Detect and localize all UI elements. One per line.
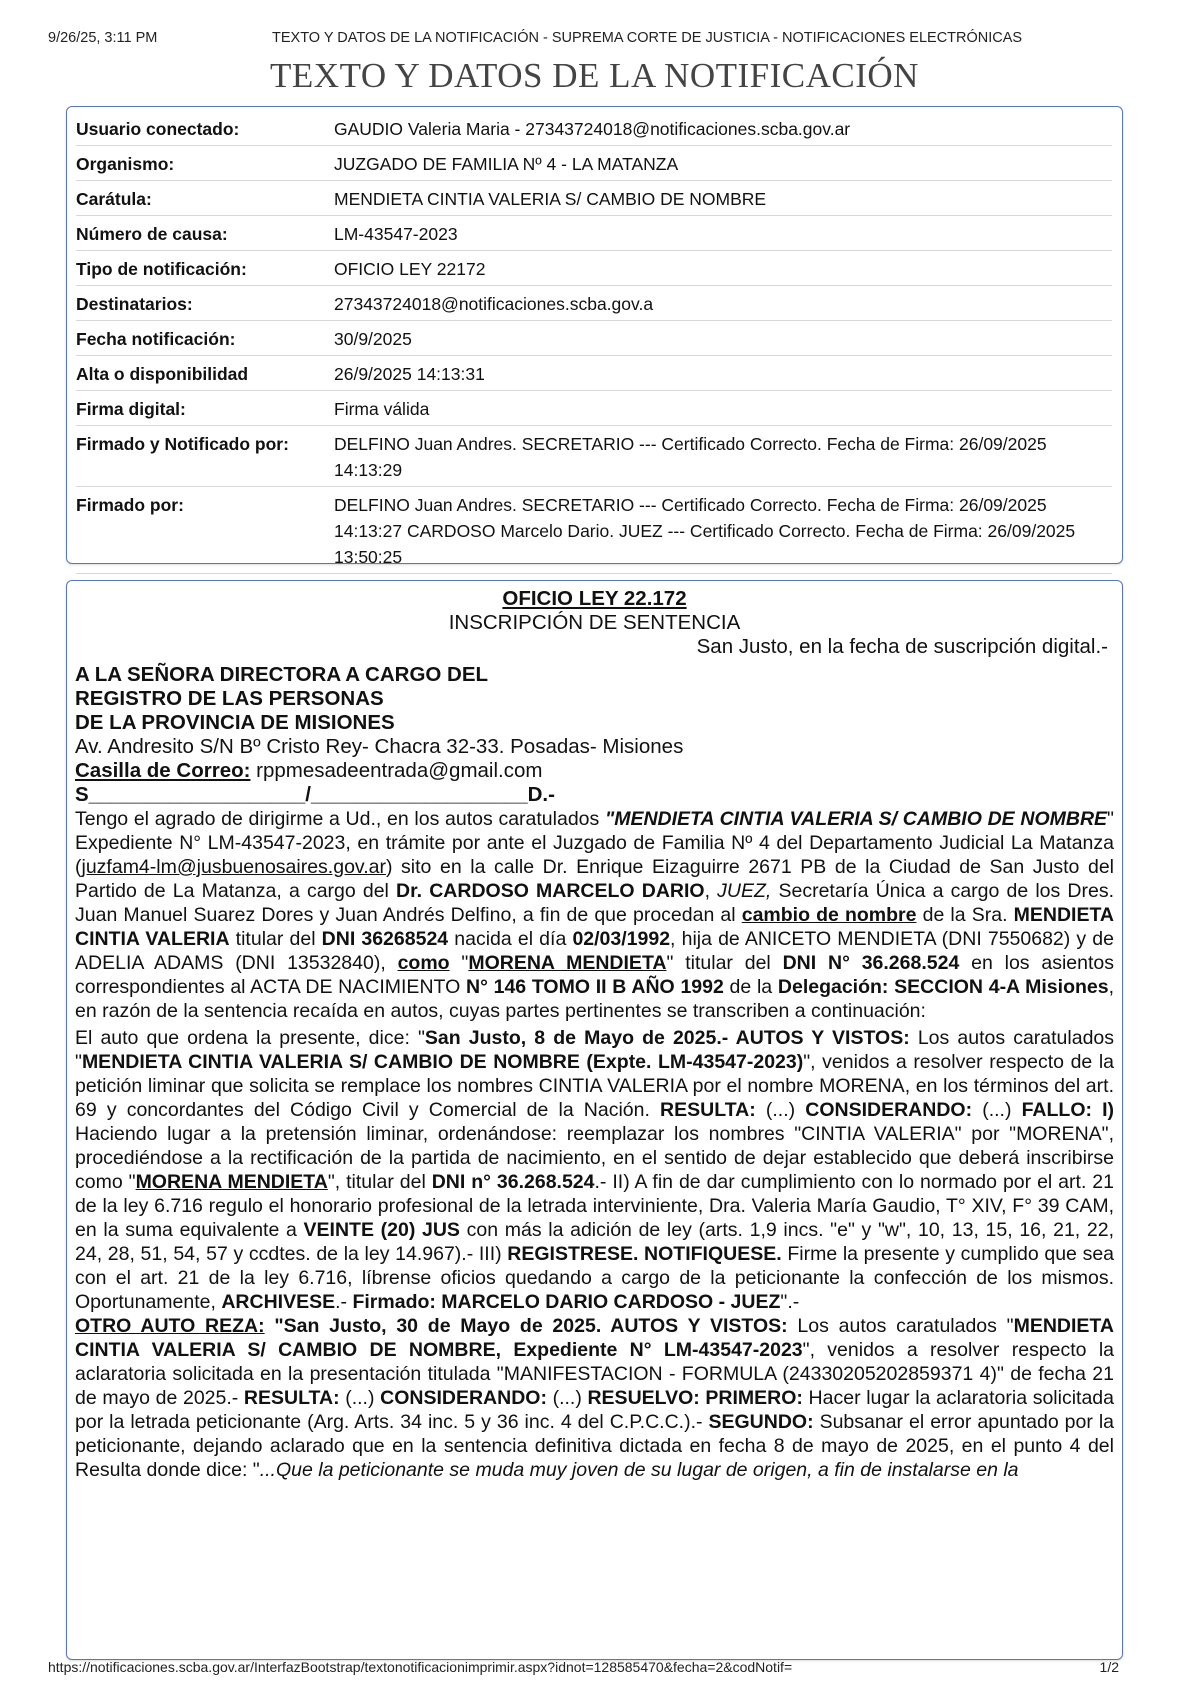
meta-label: Alta o disponibilidad [76, 356, 334, 391]
meta-row [76, 426, 1112, 487]
paragraph-first-ruling: El auto que ordena la presente, dice: "San Justo, 8 de Mayo de 2025.- AUTOS Y VISTOS: Los autos caratulados "MENDIETA CINTIA VALERIA S/ CAMBIO DE NOMBRE (Expte. LM-43547-2023)", venidos a resolver respecto de la petición liminar que solicita se remplace los nombres CINTIA VALERIA por el nombre MORENA, en los términos del art. 69 y concordantes del Código Civil y Comercial de la Nación. RESULTA: (...) CONSIDERANDO: (...) FALLO: I) Haciendo lugar a la pretensión liminar, ordenándose: reemplazar los nombres "CINTIA VALERIA" por "MORENA", procediéndose a la rectificación de la partida de nacimiento, en el sentido de dejar establecido que deberá inscribirse como "MORENA MENDIETA", titular del DNI n° 36.268.524.- II) A fin de dar cumplimiento con lo normado por el art. 21 de la ley 6.716 regulo el honorario profesional de la letrada interviniente, Dra. Valeria María Gaudio, T° XIV, F° 39 CAM, en la suma equivalente a VEINTE (20) JUS con más la adición de ley (arts. 1,9 incs. "e" y "w", 10, 13, 15, 16, 21, 22, 24, 28, 51, 54, 57 y ccdtes. de la ley 14.967).- III) REGISTRESE. NOTIFIQUESE. Firme la presente y cumplido que sea con el art. 21 de la ley 6.716, líbrense oficios quedando a cargo de la peticionante la confección de los mismos. Oportunamente, ARCHIVESE.- Firmado: MARCELO DARIO CARDOSO - JUEZ".- [75, 1027, 1115, 1313]
meta-value: Firma válida [334, 391, 1112, 426]
addressee-line-2: REGISTRO DE LAS PERSONAS [75, 687, 384, 710]
meta-value: 26/9/2025 14:13:31 [334, 356, 1112, 391]
meta-value: DELFINO Juan Andres. SECRETARIO --- Certificado Correcto. Fecha de Firma: 26/09/2025 14:13:27 CARDOSO Marcelo Dario. JUEZ --- Certificado Correcto. Fecha de Firma: 26/09/2025 13:50:25 [334, 487, 1112, 574]
page-title: TEXTO Y DATOS DE LA NOTIFICACIÓN [270, 56, 919, 95]
sd-line: S___________________/___________________D.- [75, 783, 555, 806]
addressee-line-1: A LA SEÑORA DIRECTORA A CARGO DEL [75, 663, 489, 686]
meta-row [76, 216, 1112, 251]
meta-row [76, 321, 1112, 356]
meta-label: Firma digital: [76, 391, 334, 426]
meta-label: Carátula: [76, 181, 334, 216]
meta-label: Número de causa: [76, 216, 334, 251]
notification-text-panel [66, 580, 1123, 1660]
meta-label: Firmado y Notificado por: [76, 426, 334, 487]
meta-label: Organismo: [76, 146, 334, 181]
mailbox-line [75, 759, 1114, 783]
addressee-line-3: DE LA PROVINCIA DE MISIONES [75, 711, 395, 734]
oficio-heading: OFICIO LEY 22.172 [502, 587, 687, 610]
meta-label: Usuario conectado: [76, 111, 334, 146]
court-email-link[interactable]: juzfam4-lm@jusbuenosaires.gov.ar [81, 856, 386, 878]
meta-label: Fecha notificación: [76, 321, 334, 356]
paragraph-second-ruling: OTRO AUTO REZA: "San Justo, 30 de Mayo de 2025. AUTOS Y VISTOS: Los autos caratulados "MENDIETA CINTIA VALERIA S/ CAMBIO DE NOMBRE, Expediente N° LM-43547-2023", venidos a resolver respecto la aclaratoria solicitada en la presentación titulada "MANIFESTACION - FORMULA (24330205202859371 4)" de fecha 21 de mayo de 2025.- RESULTA: (...) CONSIDERANDO: (...) RESUELVO: PRIMERO: Hacer lugar la aclaratoria solicitada por la letrada peticionante (Arg. Arts. 34 inc. 5 y 36 inc. 4 del C.P.C.C.).- SEGUNDO: Subsanar el error apuntado por la peticionante, dejando aclarado que en la sentencia definitiva dictada en fecha 8 de mayo de 2025, en el punto 4 del Resulta donde dice: "...Que la peticionante se muda muy joven de su lugar de origen, a fin de instalarse en la [75, 1315, 1115, 1481]
addressee-address: Av. Andresito S/N Bº Cristo Rey- Chacra 32-33. Posadas- Misiones [75, 735, 684, 758]
oficio-subheading: INSCRIPCIÓN DE SENTENCIA [448, 611, 741, 634]
page-number: 1/2 [1099, 1659, 1119, 1675]
notification-data-table [76, 111, 1112, 574]
oficio-place-date: San Justo, en la fecha de suscripción digital.- [696, 635, 1108, 658]
meta-value: JUZGADO DE FAMILIA Nº 4 - LA MATANZA [334, 146, 1112, 181]
mailbox-label: Casilla de Correo: [75, 759, 251, 782]
meta-row [76, 356, 1112, 391]
notification-data-panel [66, 106, 1123, 567]
meta-value: MENDIETA CINTIA VALERIA S/ CAMBIO DE NOMBRE [334, 181, 1112, 216]
meta-value: LM-43547-2023 [334, 216, 1112, 251]
meta-row [76, 146, 1112, 181]
meta-value: OFICIO LEY 22172 [334, 251, 1112, 286]
mailbox-value: rppmesadeentrada@gmail.com [250, 759, 543, 782]
print-header-title: TEXTO Y DATOS DE LA NOTIFICACIÓN - SUPREMA CORTE DE JUSTICIA - NOTIFICACIONES ELECTRÓNICAS [272, 30, 1023, 46]
print-footer-url: https://notificaciones.scba.gov.ar/InterfazBootstrap/textonotificacionimprimir.aspx?idnot=128585470&fecha=2&codNotif= [48, 1659, 793, 1675]
meta-row [76, 286, 1112, 321]
oficio-document [75, 587, 1114, 1482]
meta-row [76, 487, 1112, 574]
meta-value: 30/9/2025 [334, 321, 1112, 356]
meta-label: Tipo de notificación: [76, 251, 334, 286]
meta-value: 27343724018@notificaciones.scba.gov.a [334, 286, 1112, 321]
meta-row [76, 391, 1112, 426]
paragraph-intro: Tengo el agrado de dirigirme a Ud., en los autos caratulados "MENDIETA CINTIA VALERIA S/ CAMBIO DE NOMBRE" Expediente N° LM-43547-2023, en trámite por ante el Juzgado de Familia Nº 4 del Departamento Judicial La Matanza (juzfam4-lm@jusbuenosaires.gov.ar) sito en la calle Dr. Enrique Eizaguirre 2671 PB de la Ciudad de San Justo del Partido de La Matanza, a cargo del Dr. CARDOSO MARCELO DARIO, JUEZ, Secretaría Única a cargo de los Dres. Juan Manuel Suarez Dores y Juan Andrés Delfino, a fin de que procedan al cambio de nombre de la Sra. MENDIETA CINTIA VALERIA titular del DNI 36268524 nacida el día 02/03/1992, hija de ANICETO MENDIETA (DNI 7550682) y de ADELIA ADAMS (DNI 13532840), como "MORENA MENDIETA" titular del DNI N° 36.268.524 en los asientos correspondientes al ACTA DE NACIMIENTO N° 146 TOMO II B AÑO 1992 de la Delegación: SECCION 4-A Misiones, en razón de la sentencia recaída en autos, cuyas partes pertinentes se transcriben a continuación: [75, 808, 1115, 1022]
meta-label: Firmado por: [76, 487, 334, 574]
meta-value: GAUDIO Valeria Maria - 27343724018@notificaciones.scba.gov.ar [334, 111, 1112, 146]
meta-row [76, 181, 1112, 216]
meta-row [76, 251, 1112, 286]
meta-value: DELFINO Juan Andres. SECRETARIO --- Certificado Correcto. Fecha de Firma: 26/09/2025 14:13:29 [334, 426, 1112, 487]
meta-row [76, 111, 1112, 146]
print-datetime: 9/26/25, 3:11 PM [48, 30, 158, 46]
meta-label: Destinatarios: [76, 286, 334, 321]
